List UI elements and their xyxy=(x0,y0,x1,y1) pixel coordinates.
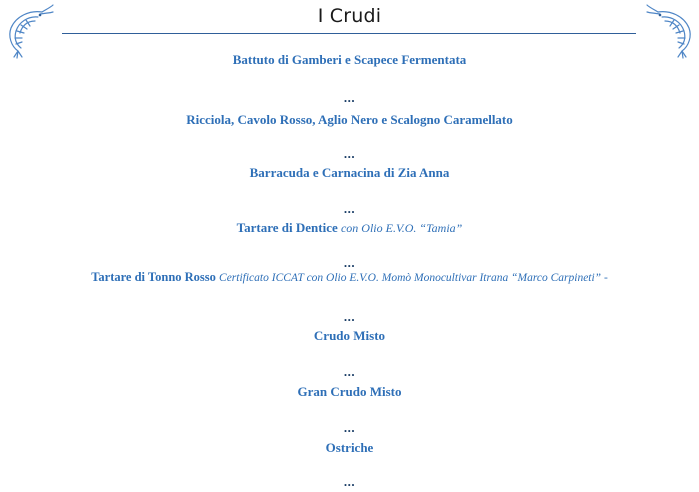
dish-separator: ... xyxy=(343,474,356,489)
dish-item xyxy=(0,220,699,236)
dish-name: Gran Crudo Misto xyxy=(297,384,402,399)
dish-item xyxy=(0,328,699,344)
dish-name: Tartare di Tonno Rosso xyxy=(91,270,216,284)
dish-item xyxy=(0,384,699,400)
dish-item xyxy=(0,440,699,456)
dish-name: Crudo Misto xyxy=(313,328,386,343)
dish-separator: ... xyxy=(343,90,356,105)
dish-separator: ... xyxy=(343,255,356,270)
dish-note: Certificato ICCAT con Olio E.V.O. Momò Monocultivar Itrana “Marco Carpineti” - xyxy=(219,272,608,284)
dish-item xyxy=(0,270,699,285)
dish-separator: ... xyxy=(343,420,356,435)
title-divider xyxy=(62,33,636,34)
section-title: I Crudi xyxy=(317,5,382,27)
dish-name: Barracuda e Carnacina di Zia Anna xyxy=(249,165,450,180)
dish-item xyxy=(0,165,699,181)
menu-header xyxy=(0,0,699,40)
dish-item xyxy=(0,112,699,128)
dish-separator: ... xyxy=(343,146,356,161)
dish-name: Tartare di Dentice xyxy=(236,220,338,235)
dish-note: con Olio E.V.O. “Tamia” xyxy=(340,221,463,235)
dish-name: Battuto di Gamberi e Scapece Fermentata xyxy=(232,52,467,67)
dish-item xyxy=(0,52,699,68)
dish-separator: ... xyxy=(343,364,356,379)
dish-separator: ... xyxy=(343,309,356,324)
dish-name: Ostriche xyxy=(325,440,374,455)
dish-separator: ... xyxy=(343,201,356,216)
dish-name: Ricciola, Cavolo Rosso, Aglio Nero e Scalogno Caramellato xyxy=(186,112,513,127)
